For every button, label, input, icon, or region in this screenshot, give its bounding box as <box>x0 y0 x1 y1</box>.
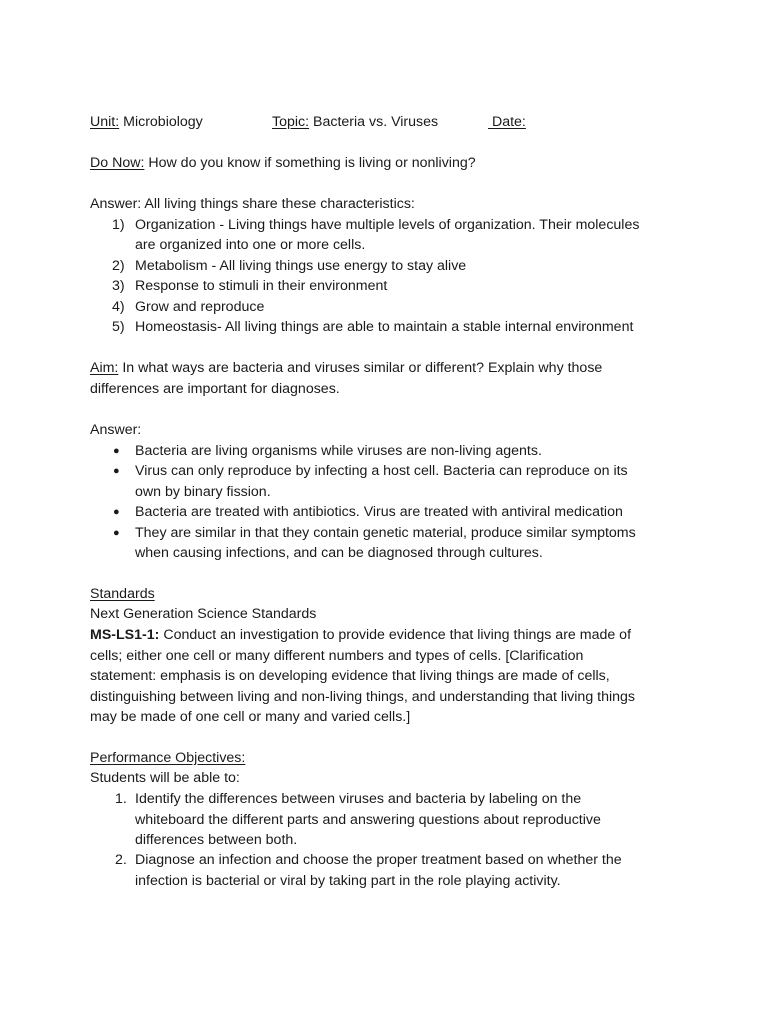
standard-text <box>90 625 631 645</box>
list-item-text: Metabolism - All living things use energy to stay alive <box>135 258 467 274</box>
list-item-text: whiteboard the different parts and answering questions about reproductive <box>135 812 601 828</box>
list-number: 1) <box>112 217 125 233</box>
list-item-text: Virus can only reproduce by infecting a host cell. Bacteria can reproduce on its <box>135 463 628 479</box>
list-item-text: own by binary fission. <box>135 484 271 500</box>
list-item-text: differences between both. <box>135 832 298 848</box>
list-item-text: Bacteria are treated with antibiotics. Virus are treated with antiviral medication <box>135 504 623 520</box>
unit-field <box>90 112 203 132</box>
aim-text: In what ways are bacteria and viruses similar or different? Explain why those <box>122 360 603 376</box>
list-item-text: Homeostasis- All living things are able to maintain a stable internal environment <box>135 319 634 335</box>
list-item-text: Diagnose an infection and choose the proper treatment based on whether the <box>135 852 622 868</box>
standard-code: MS-LS1-1: <box>90 627 160 643</box>
objectives-intro: Students will be able to: <box>90 770 240 786</box>
bullet-icon: ● <box>113 527 120 539</box>
standard-line: may be made of one cell or many and varied cells.] <box>90 709 411 725</box>
objectives-heading: Performance Objectives: <box>90 750 246 766</box>
bullet-icon: ● <box>113 445 120 457</box>
do-now-label: Do Now: <box>90 155 145 171</box>
unit-value: Microbiology <box>123 114 203 130</box>
list-item-text: Response to stimuli in their environment <box>135 278 388 294</box>
list-item-text: are organized into one or more cells. <box>135 237 366 253</box>
standards-subheading: Next Generation Science Standards <box>90 606 317 622</box>
aim-label: Aim: <box>90 360 119 376</box>
standards-heading: Standards <box>90 586 155 602</box>
aim <box>90 358 602 378</box>
list-item-text: Organization - Living things have multiple levels of organization. Their molecules <box>135 217 640 233</box>
list-number: 2. <box>115 852 127 868</box>
list-number: 5) <box>112 319 125 335</box>
list-item-text: Identify the differences between viruses and bacteria by labeling on the <box>135 791 582 807</box>
list-item-text: Grow and reproduce <box>135 299 265 315</box>
list-item-text: when causing infections, and can be diagnosed through cultures. <box>135 545 543 561</box>
topic-value: Bacteria vs. Viruses <box>313 114 439 130</box>
list-number: 2) <box>112 258 125 274</box>
list-item-text: infection is bacterial or viral by taking part in the role playing activity. <box>135 873 561 889</box>
date-label: Date: <box>491 114 526 130</box>
bullet-icon: ● <box>113 465 120 477</box>
answer2-intro: Answer: <box>90 422 142 438</box>
standard-line: statement: emphasis is on developing evidence that living things are made of cells, <box>90 668 610 684</box>
topic-field <box>272 112 438 132</box>
standard-line: cells; either one cell or many different numbers and types of cells. [Clarification <box>90 648 584 664</box>
list-number: 4) <box>112 299 125 315</box>
do-now-question: How do you know if something is living or nonliving? <box>148 155 476 171</box>
list-item-text: Bacteria are living organisms while viruses are non-living agents. <box>135 443 542 459</box>
list-number: 1. <box>115 791 127 807</box>
list-number: 3) <box>112 278 125 294</box>
answer1-intro: Answer: All living things share these characteristics: <box>90 196 415 212</box>
standard-line: Conduct an investigation to provide evidence that living things are made of <box>163 627 632 643</box>
bullet-icon: ● <box>113 506 120 518</box>
topic-label: Topic: <box>272 114 310 130</box>
standard-line: distinguishing between living and non-living things, and understanding that living things <box>90 689 636 705</box>
aim-text: differences are important for diagnoses. <box>90 381 340 397</box>
list-item-text: They are similar in that they contain genetic material, produce similar symptoms <box>135 525 636 541</box>
do-now <box>90 153 476 173</box>
unit-label: Unit: <box>90 114 120 130</box>
